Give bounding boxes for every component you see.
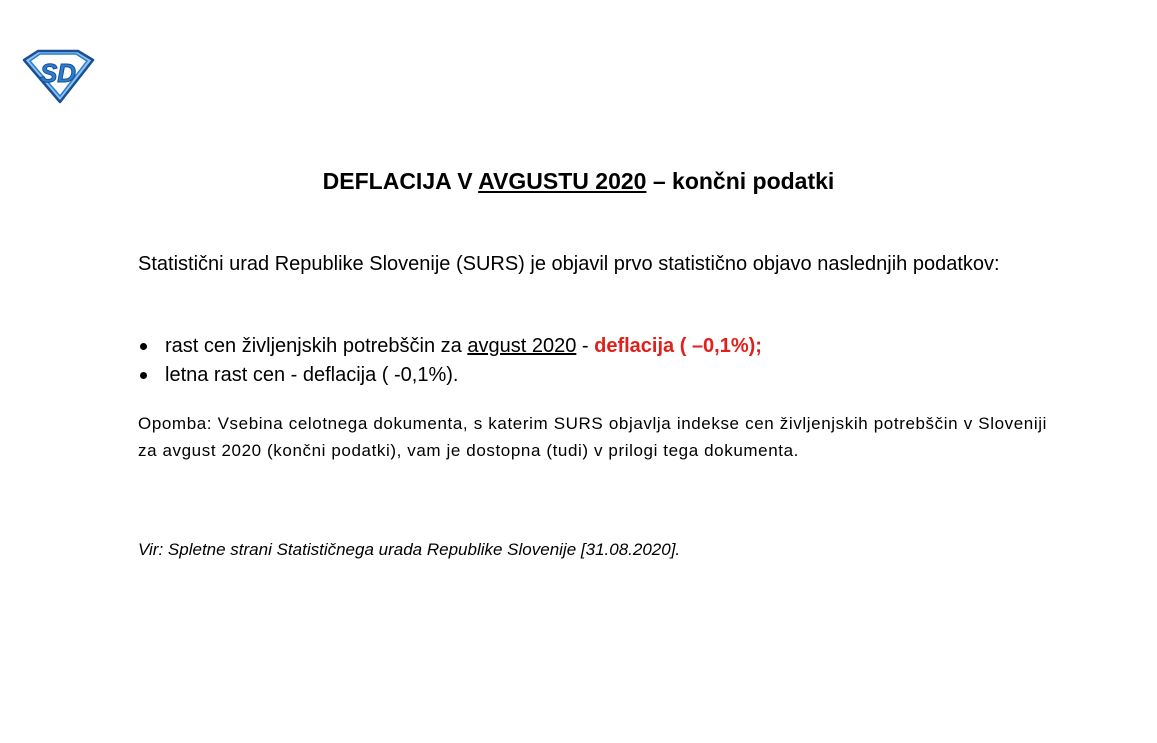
sd-logo-shield-icon [20,48,96,104]
sd-logo [20,48,96,104]
page-title [0,166,1157,196]
bullet-dot-icon [140,343,147,350]
bullet-monthly-period: avgust 2020 [467,335,577,357]
bullet-monthly-pre: rast cen življenjskih potrebščin za [165,335,468,357]
note-paragraph: Opomba: Vsebina celotnega dokumenta, s katerim SURS objavlja indekse cen življenjskih potrebščin v Sloveniji za avgust 2020 (končni podatki), vam je dostopna (tudi) v prilogi tega dokumenta. [138,414,1047,460]
source-citation: Vir: Spletne strani Statističnega urada Republike Slovenije [31.08.2020]. [138,540,681,559]
sd-logo-text: SD [39,58,77,88]
title-month-underlined: AVGUSTU 2020 [478,168,647,194]
bullet-item-annual [138,361,1050,390]
bullet-item-monthly [138,332,1050,361]
bullet-monthly-sep: - [576,335,595,357]
intro-paragraph: Statistični urad Republike Slovenije (SURS) je objavil prvo statistično objavo naslednjih podatkov: [138,253,1000,275]
bullet-list [138,332,1050,390]
bullet-annual-text: letna rast cen - deflacija ( -0,1%). [165,364,459,386]
title-part3: – končni podatki [646,168,835,194]
bullet-monthly-deflation: deflacija ( –0,1%); [594,335,762,357]
title-part1: DEFLACIJA V [322,168,479,194]
bullet-dot-icon [140,372,147,379]
